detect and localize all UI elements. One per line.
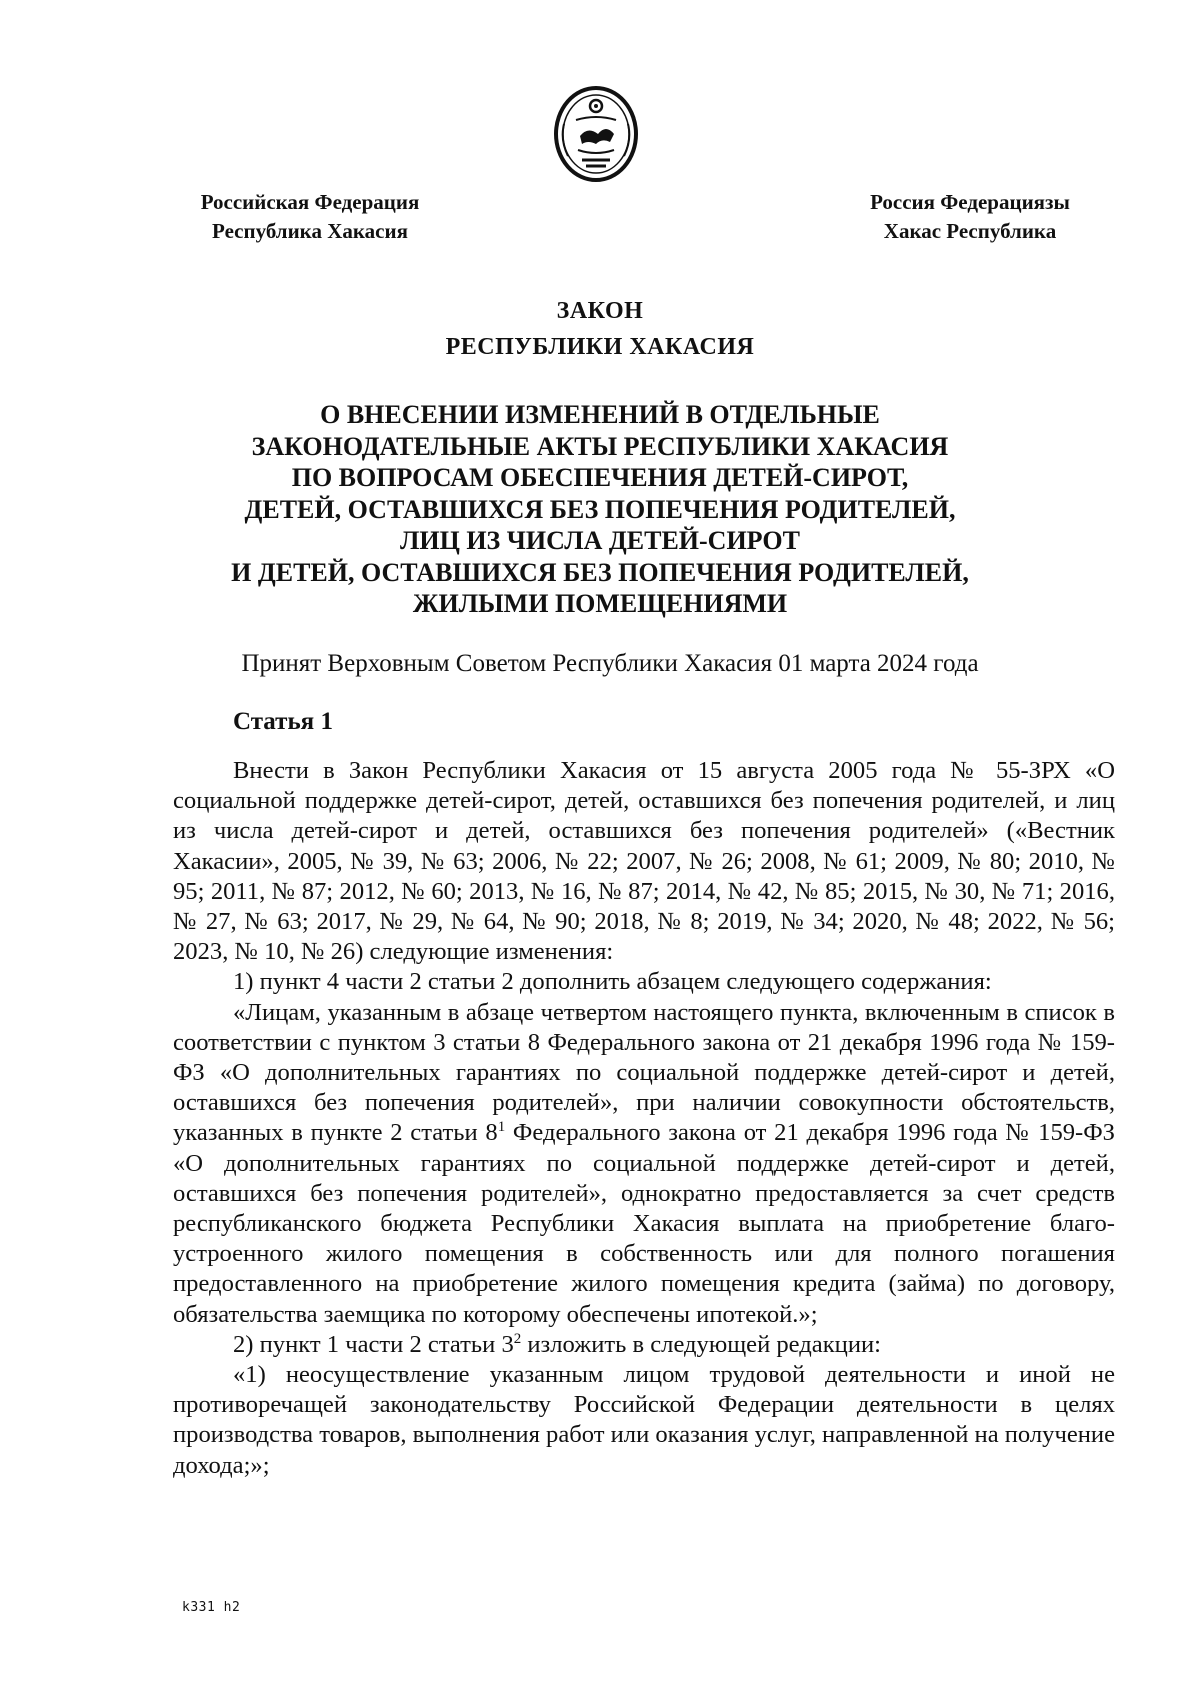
law-name-line: ПО ВОПРОСАМ ОБЕСПЕЧЕНИЯ ДЕТЕЙ-СИРОТ, [291, 463, 909, 492]
quote-1-part-a: «Лицам, указанным в абзаце четвертом настоящего пункта, включенным в список в соответствии с пунктом 3 статьи 8 Федерального закона от 21 декабря 1996 года № 159-ФЗ «О дополнительных гарантиях по социальной поддержке детей-сирот и детей, оставшихся без попечения родителей», при наличии совокупности обстоятельств, указанных в пункте 2 статьи 8 [173, 998, 1115, 1147]
paragraph-quote-2: «1) неосуществление указанным лицом трудовой деятельности и иной не противоречащей законодательству Российской Федерации деятельности в целях производства товаров, выполнения работ или оказания услуг, направленной на получение дохода;»; [173, 1361, 1115, 1479]
law-title-line2: РЕСПУБЛИКИ ХАКАСИЯ [445, 334, 755, 360]
paragraph-item-2 [173, 1330, 1115, 1360]
law-name [150, 399, 1050, 620]
coat-of-arms-icon [550, 84, 642, 184]
header-right-country: Россия Федерациязы [870, 190, 1070, 214]
law-name-line: ДЕТЕЙ, ОСТАВШИХСЯ БЕЗ ПОПЕЧЕНИЯ РОДИТЕЛЕЙ, [244, 494, 956, 524]
header-right-republic: Хакас Республика [883, 219, 1057, 243]
header-left-country: Российская Федерация [200, 190, 420, 214]
paragraph-item-1: 1) пункт 4 части 2 статьи 2 дополнить абзацем следующего содержания: [233, 968, 992, 996]
law-name-line: И ДЕТЕЙ, ОСТАВШИХСЯ БЕЗ ПОПЕЧЕНИЯ РОДИТЕЛЕЙ, [231, 557, 969, 587]
law-title-line1: ЗАКОН [556, 298, 644, 324]
law-title [0, 293, 1200, 365]
law-name-line: ЛИЦ ИЗ ЧИСЛА ДЕТЕЙ-СИРОТ [400, 526, 800, 555]
header-left-republic: Республика Хакасия [212, 219, 408, 243]
adoption-note: Принят Верховным Советом Республики Хакасия 01 марта 2024 года [241, 650, 979, 677]
paragraph-quote-1 [173, 998, 1115, 1330]
item-2-part-a: 2) пункт 1 части 2 статьи 3 [233, 1330, 514, 1358]
superscript: 1 [497, 1119, 506, 1136]
header-left [170, 188, 450, 246]
law-name-line: О ВНЕСЕНИИ ИЗМЕНЕНИЙ В ОТДЕЛЬНЫЕ [320, 400, 880, 429]
law-name-line: ЗАКОНОДАТЕЛЬНЫЕ АКТЫ РЕСПУБЛИКИ ХАКАСИЯ [251, 431, 949, 461]
law-name-line: ЖИЛЫМИ ПОМЕЩЕНИЯМИ [412, 589, 788, 618]
article-heading: Статья 1 [233, 708, 333, 735]
quote-1-part-b: Федерального закона от 21 декабря 1996 года № 159-ФЗ «О дополнительных гарантиях по социальной поддержке детей-сирот и детей, оставшихся без попечения родителей», однократно предоставляется за счет средств республиканского бюджета Республики Хакасия выплата на приобретение благоустроенного жилого помещения в собственность или для полного погашения предоставленного на приобретение жилого помещения кредита (займа) по договору, обязательства заемщика по которому обеспечены ипотекой.»; [173, 1119, 1115, 1328]
superscript: 2 [513, 1330, 522, 1347]
header-right [830, 188, 1110, 246]
article-body [173, 756, 1115, 1481]
footer-code: k331 h2 [182, 1600, 241, 1615]
item-2-part-b: изложить в следующей редакции: [521, 1330, 881, 1358]
paragraph-intro: Внести в Закон Республики Хакасия от 15 августа 2005 года № 55-ЗРХ «О социальной поддержке детей-сирот, детей, оставшихся без попечения родителей, и лиц из числа детей-сирот и детей, оставшихся без попечения родителей» («Вестник Хакасии», 2005, № 39, № 63; 2006, № 22; 2007, № 26; 2008, № 61; 2009, № 80; 2010, № 95; 2011, № 87; 2012, № 60; 2013, № 16, № 87; 2014, № 42, № 85; 2015, № 30, № 71; 2016, № 27, № 63; 2017, № 29, № 64, № 90; 2018, № 8; 2019, № 34; 2020, № 48; 2022, № 56; 2023, № 10, № 26) следующие изменения: [173, 757, 1115, 966]
